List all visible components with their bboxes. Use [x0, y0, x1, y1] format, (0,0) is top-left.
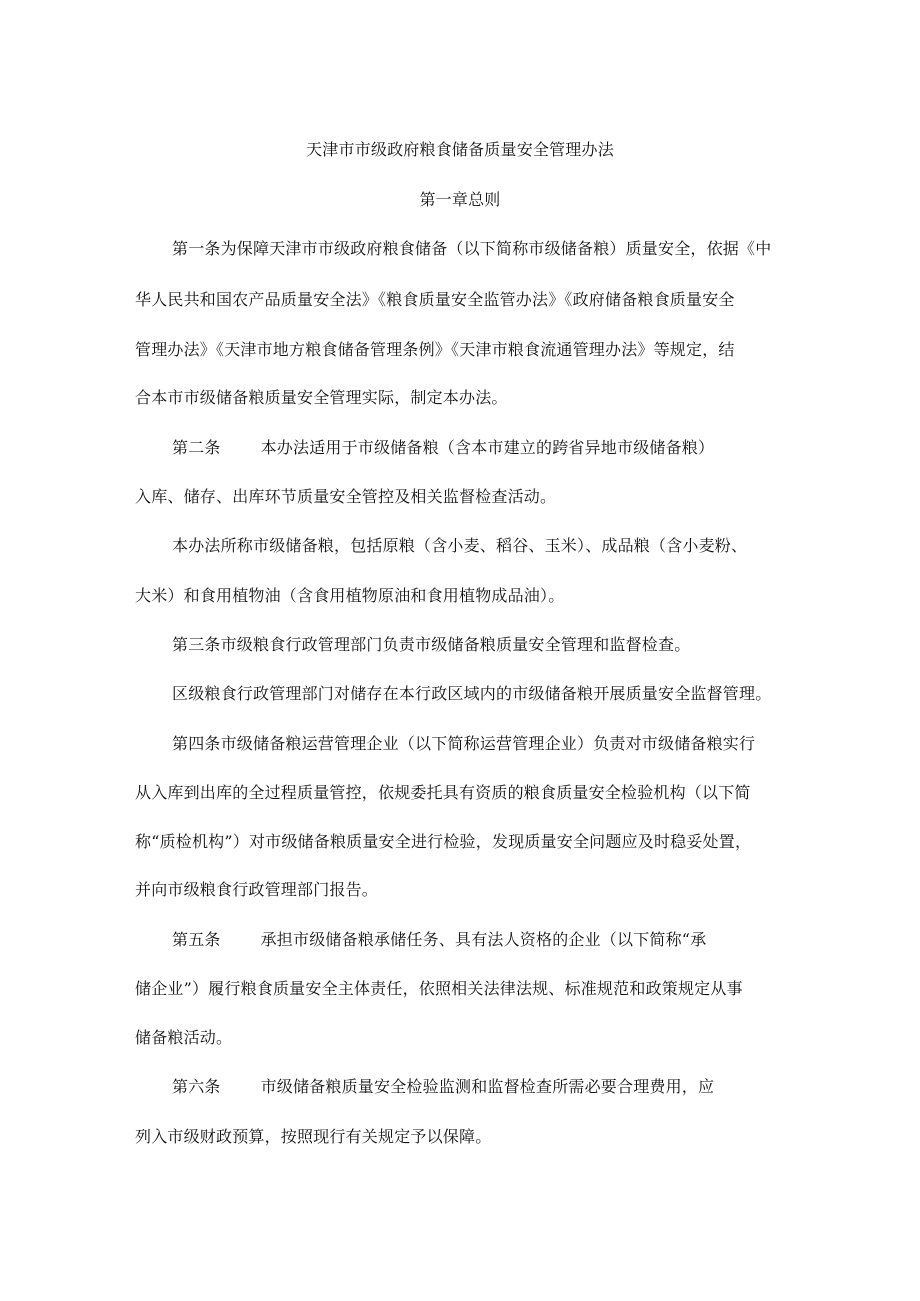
- article4-line: 第四条市级储备粮运营管理企业（以下简称运营管理企业）负责对市级储备粮实行: [172, 734, 756, 753]
- article2-label: 第二条: [172, 438, 221, 457]
- article2-line: 入库、储存、出库环节质量安全管控及相关监督检查活动。: [135, 487, 557, 506]
- article1-line: 第一条为保障天津市市级政府粮食储备（以下简称市级储备粮）质量安全，依据《中: [172, 239, 772, 258]
- article4-line: 从入库到出库的全过程质量管控，依规委托具有资质的粮食质量安全检验机构（以下简: [135, 783, 751, 802]
- article2-para2-line: 本办法所称市级储备粮，包括原粮（含小麦、稻谷、玉米）、成品粮（含小麦粉、: [172, 536, 748, 555]
- article6-label: 第六条: [172, 1077, 221, 1096]
- article2-text: 本办法适用于市级储备粮（含本市建立的跨省异地市级储备粮）: [260, 438, 715, 457]
- article1-line: 合本市市级储备粮质量安全管理实际，制定本办法。: [135, 388, 508, 407]
- chapter-heading: 第一章总则: [419, 190, 501, 209]
- article6-text: 市级储备粮质量安全检验监测和监督检查所需必要合理费用，应: [260, 1077, 715, 1096]
- article2-line: [172, 437, 852, 459]
- article5-label: 第五条: [172, 930, 221, 949]
- article6-line: 列入市级财政预算，按照现行有关规定予以保障。: [135, 1127, 492, 1146]
- article1-line: 华人民共和国农产品质量安全法》《粮食质量安全监管办法》《政府储备粮食质量安全: [135, 290, 735, 309]
- document-title: 天津市市级政府粮食储备质量安全管理办法: [306, 140, 614, 159]
- article5-line: 储企业”）履行粮食质量安全主体责任，依照相关法律法规、标准规范和政策规定从事: [135, 979, 743, 998]
- article5-text: 承担市级储备粮承储任务、具有法人资格的企业（以下简称“承: [260, 930, 707, 949]
- article6-line: [172, 1076, 852, 1098]
- article5-line: 储备粮活动。: [135, 1028, 233, 1047]
- article2-para2-line: 大米）和食用植物油（含食用植物原油和食用植物成品油）。: [135, 586, 565, 605]
- article4-line: 称“质检机构”）对市级储备粮质量安全进行检验，发现质量安全问题应及时稳妥处置，: [135, 832, 752, 851]
- article5-line: [172, 929, 852, 951]
- article3-line: 区级粮食行政管理部门对储存在本行政区域内的市级储备粮开展质量安全监督管理。: [172, 684, 772, 703]
- article3-line: 第三条市级粮食行政管理部门负责市级储备粮质量安全管理和监督检查。: [172, 635, 691, 654]
- article4-line: 并向市级粮食行政管理部门报告。: [135, 880, 379, 899]
- article1-line: 管理办法》《天津市地方粮食储备管理条例》《天津市粮食流通管理办法》等规定，结: [135, 340, 735, 359]
